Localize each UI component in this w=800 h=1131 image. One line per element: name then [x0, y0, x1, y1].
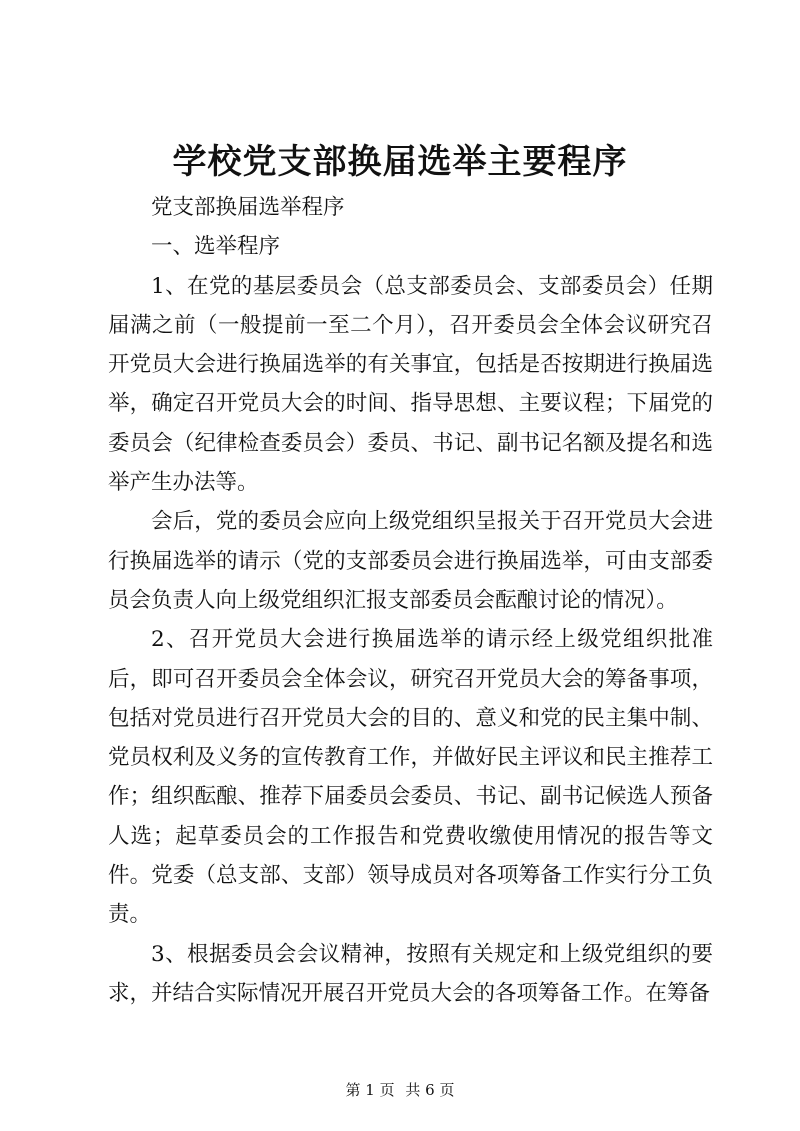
- document-title: 学校党支部换届选举主要程序: [172, 142, 628, 182]
- page-footer: [0, 1080, 800, 1100]
- page-number: 第 1 页: [345, 1081, 395, 1099]
- document-body: [108, 188, 713, 1013]
- paragraph-step-3: 3、根据委员会会议精神，按照有关规定和上级党组织的要求，并结合实际情况开展召开党员大会的各项筹备工作。在筹备: [108, 941, 713, 1006]
- paragraph-step-1: 1、在党的基层委员会（总支部委员会、支部委员会）任期届满之前（一般提前一至二个月），召开委员会全体会议研究召开党员大会进行换届选举的有关事宜，包括是否按期进行换届选举，确定召开党员大会的时间、指导思想、主要议程；下届党的委员会（纪律检查委员会）委员、书记、副书记名额及提名和选举产生办法等。: [108, 273, 713, 496]
- paragraph-subtitle: 党支部换届选举程序: [151, 195, 345, 220]
- page-total: 共 6 页: [405, 1081, 455, 1099]
- paragraph-section-heading: 一、选举程序: [151, 234, 281, 260]
- paragraph-step-2: 2、召开党员大会进行换届选举的请示经上级党组织批准后，即可召开委员会全体会议，研究召开党员大会的筹备事项，包括对党员进行召开党员大会的目的、意义和党的民主集中制、党员权利及义务的宣传教育工作，并做好民主评议和民主推荐工作；组织酝酿、推荐下届委员会委员、书记、副书记候选人预备人选；起草委员会的工作报告和党费收缴使用情况的报告等文件。党委（总支部、支部）领导成员对各项筹备工作实行分工负责。: [108, 627, 713, 928]
- paragraph-after-meeting: 会后，党的委员会应向上级党组织呈报关于召开党员大会进行换届选举的请示（党的支部委员会进行换届选举，可由支部委员会负责人向上级党组织汇报支部委员会酝酿讨论的情况）。: [108, 509, 713, 613]
